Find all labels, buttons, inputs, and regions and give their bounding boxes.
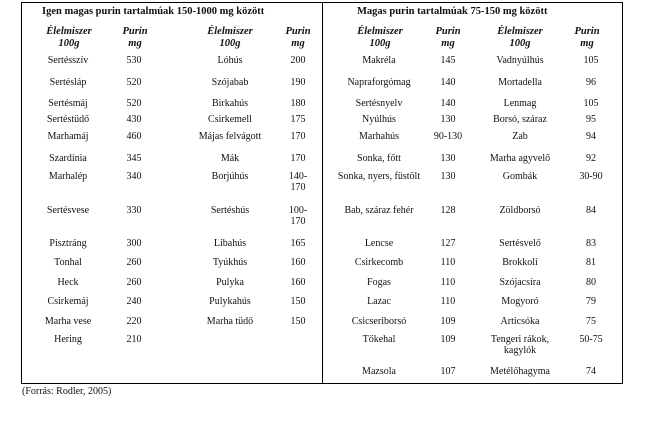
purin-cell: 94 <box>586 131 596 142</box>
purin-cell: 83 <box>586 238 596 249</box>
food-cell: Csicseriborsó <box>351 316 407 327</box>
purin-cell: 95 <box>586 114 596 125</box>
purin-cell: 110 <box>440 277 456 288</box>
food-cell: Nyúlhús <box>362 114 396 125</box>
purin-cell: 79 <box>586 296 596 307</box>
food-cell: Marhamáj <box>47 131 89 142</box>
food-cell: Szardínia <box>49 153 87 164</box>
purin-cell: 30-90 <box>579 171 603 182</box>
purin-cell: 80 <box>586 277 596 288</box>
purin-cell: 210 <box>126 334 142 345</box>
food-cell: Lóhús <box>217 55 243 66</box>
purin-cell: 140 <box>440 77 456 88</box>
purin-cell: 50-75 <box>579 334 603 345</box>
food-cell: Fogas <box>367 277 391 288</box>
food-cell: Brokkoli <box>502 257 538 268</box>
food-cell: Lenmag <box>503 98 537 109</box>
food-cell: Heck <box>57 277 79 288</box>
purin-cell: 84 <box>586 205 596 216</box>
left-table-title: Igen magas purin tartalmúak 150-1000 mg között <box>42 6 265 17</box>
purin-cell: 150 <box>290 316 306 327</box>
food-cell: Lazac <box>367 296 391 307</box>
purin-cell: 530 <box>126 55 142 66</box>
table-divider <box>322 2 323 384</box>
food-cell: Marha agyvelő <box>489 153 551 164</box>
food-cell: Sonka, nyers, füstölt <box>337 171 421 182</box>
food-cell: Birkahús <box>211 98 249 109</box>
food-cell: Tyúkhús <box>212 257 248 268</box>
food-cell: Sertéshús <box>210 205 250 216</box>
food-cell: Sertésmáj <box>48 98 88 109</box>
purin-cell: 74 <box>586 366 596 377</box>
purin-cell: 220 <box>126 316 142 327</box>
source-note: (Forrás: Rodler, 2005) <box>22 386 112 397</box>
purin-cell: 520 <box>126 77 142 88</box>
purin-cell: 165 <box>290 238 306 249</box>
purin-cell: 190 <box>290 77 306 88</box>
purin-cell: 105 <box>583 55 599 66</box>
food-cell: Sertésnyelv <box>355 98 403 109</box>
purin-cell: 109 <box>440 334 456 345</box>
purin-cell: 200 <box>290 55 306 66</box>
food-cell: Pulykahús <box>209 296 251 307</box>
purin-cell: 170 <box>290 131 306 142</box>
food-cell: Marha tüdő <box>206 316 254 327</box>
food-cell: Sonka, főtt <box>357 153 401 164</box>
food-cell: Borsó, száraz <box>493 114 547 125</box>
purin-cell: 96 <box>586 77 596 88</box>
food-cell: Csirkemell <box>208 114 252 125</box>
purin-cell: 300 <box>126 238 142 249</box>
purin-cell: 127 <box>440 238 456 249</box>
food-cell: Sertéstüdő <box>46 114 90 125</box>
food-cell: Szójabab <box>211 77 249 88</box>
food-cell: Articsóka <box>500 316 540 327</box>
header-food-left-a: Élelmiszer 100g <box>46 26 92 49</box>
purin-cell: 100-170 <box>288 205 308 227</box>
food-cell: Libahús <box>213 238 247 249</box>
food-cell: Marhalép <box>48 171 88 182</box>
food-cell: Marha vese <box>44 316 92 327</box>
purin-cell: 109 <box>440 316 456 327</box>
header-purin-right-a: Purin mg <box>435 26 461 49</box>
purin-cell: 175 <box>290 114 306 125</box>
food-cell: Zab <box>512 131 528 142</box>
food-cell: Bab, száraz fehér <box>344 205 414 216</box>
purin-cell: 150 <box>290 296 306 307</box>
food-cell: Tonhal <box>54 257 82 268</box>
purin-cell: 130 <box>440 114 456 125</box>
purin-cell: 110 <box>440 296 456 307</box>
food-cell: Zöldborsó <box>499 205 541 216</box>
purin-cell: 460 <box>126 131 142 142</box>
food-cell: Napraforgómag <box>347 77 411 88</box>
food-cell: Mazsola <box>362 366 396 377</box>
right-table-title: Magas purin tartalmúak 75-150 mg között <box>357 6 548 17</box>
header-food-left-b: Élelmiszer 100g <box>207 26 253 49</box>
food-cell: Mogyoró <box>501 296 539 307</box>
food-cell: Tengeri rákok, kagylók <box>490 334 550 356</box>
food-cell: Sertésvese <box>46 205 90 216</box>
food-cell: Vadnyúlhús <box>496 55 544 66</box>
purin-cell: 240 <box>126 296 142 307</box>
food-cell: Szójacsíra <box>499 277 541 288</box>
purin-cell: 130 <box>440 171 456 182</box>
food-cell: Csirkemáj <box>47 296 89 307</box>
purin-cell: 92 <box>586 153 596 164</box>
header-food-right-a: Élelmiszer 100g <box>357 26 403 49</box>
header-purin-left-b: Purin mg <box>285 26 311 49</box>
food-cell: Mák <box>220 153 240 164</box>
food-cell: Gombák <box>502 171 538 182</box>
purin-cell: 75 <box>586 316 596 327</box>
purin-cell: 430 <box>126 114 142 125</box>
purin-cell: 330 <box>126 205 142 216</box>
purin-cell: 160 <box>290 277 306 288</box>
food-cell: Sertésvelő <box>499 238 541 249</box>
food-cell: Metélőhagyma <box>490 366 550 377</box>
food-cell: Májas felvágott <box>198 131 262 142</box>
food-cell: Sertésláp <box>49 77 87 88</box>
food-cell: Sertésszív <box>47 55 89 66</box>
food-cell: Lencse <box>364 238 394 249</box>
purin-cell: 128 <box>440 205 456 216</box>
food-cell: Hering <box>54 334 82 345</box>
purin-cell: 90-130 <box>433 131 463 142</box>
purin-cell: 145 <box>440 55 456 66</box>
food-cell: Tőkehal <box>362 334 396 345</box>
purin-cell: 140 <box>440 98 456 109</box>
purin-cell: 260 <box>126 277 142 288</box>
food-cell: Makréla <box>362 55 396 66</box>
purin-cell: 170 <box>290 153 306 164</box>
purin-cell: 345 <box>126 153 142 164</box>
header-purin-left-a: Purin mg <box>122 26 148 49</box>
header-purin-right-b: Purin mg <box>574 26 600 49</box>
food-cell: Csirkecomb <box>354 257 404 268</box>
purin-cell: 180 <box>290 98 306 109</box>
header-food-right-b: Élelmiszer 100g <box>497 26 543 49</box>
purin-cell: 105 <box>583 98 599 109</box>
purin-cell: 160 <box>290 257 306 268</box>
purin-cell: 140-170 <box>288 171 308 193</box>
food-cell: Mortadella <box>498 77 542 88</box>
purin-cell: 340 <box>126 171 142 182</box>
purin-cell: 520 <box>126 98 142 109</box>
purin-cell: 130 <box>440 153 456 164</box>
purin-cell: 81 <box>586 257 596 268</box>
food-cell: Pulyka <box>216 277 244 288</box>
purin-cell: 260 <box>126 257 142 268</box>
purin-cell: 110 <box>440 257 456 268</box>
food-cell: Pisztráng <box>49 238 87 249</box>
purin-cell: 107 <box>440 366 456 377</box>
food-cell: Marhahús <box>359 131 399 142</box>
food-cell: Borjúhús <box>211 171 249 182</box>
